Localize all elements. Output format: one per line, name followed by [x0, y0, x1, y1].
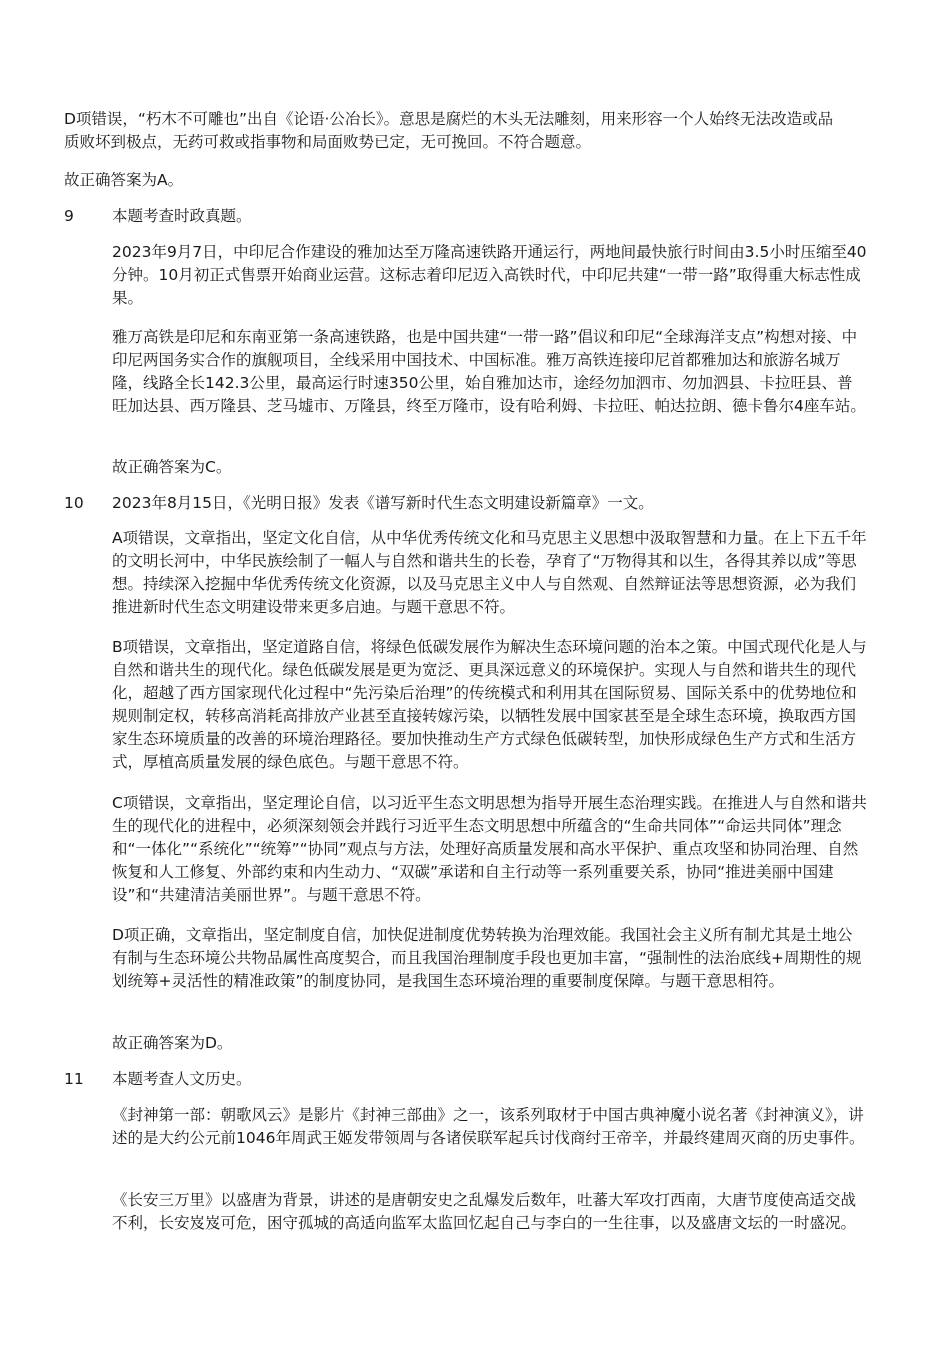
question-topic: 2023年8月15日，《光明日报》发表《谱写新时代生态文明建设新篇章》一文。	[112, 494, 654, 512]
question-topic: 本题考查时政真题。	[112, 207, 252, 225]
explanation-paragraph: 雅万高铁是印尼和东南亚第一条高速铁路，也是中国共建“一带一路”倡议和印尼“全球海洋支点”构想对接、中印尼两国务实合作的旗舰项目，全线采用中国技术、中国标准。雅万高铁连接印尼首都雅加达和旅游名城万隆，线路全长142.3公里，最高运行时速350公里，始自雅加达市，途经勿加泗市、勿加泗县、卡拉旺县、普旺加达县、西万隆县、芝马墟市、万隆县，终至万隆市，设有哈利姆、卡拉旺、帕达拉朗、德卡鲁尔4座车站。	[112, 328, 866, 415]
option-c-explanation: C项错误，文章指出，坚定理论自信，以习近平生态文明思想为指导开展生态治理实践。在推进人与自然和谐共生的现代化的进程中，必须深刻领会并践行习近平生态文明思想中所蕴含的“生命共同体”“命运共同体”理念和“一体化”“系统化”“统筹”“协同”观点与方法，处理好高质量发展和高水平保护、重点攻坚和协同治理、自然恢复和人工修复、外部约束和内生动力、“双碳”承诺和自主行动等一系列重要关系，协同“推进美丽中国建设”和“共建清洁美丽世界”。与题干意思不符。	[112, 794, 867, 904]
question-number: 10	[64, 494, 84, 512]
option-d-explanation: D项正确，文章指出，坚定制度自信，加快促进制度优势转换为治理效能。我国社会主义所有制尤其是土地公有制与生态环境公共物品属性高度契合，而且我国治理制度手段也更加丰富，“强制性的法治底线+周期性的规划统筹+灵活性的精准政策”的制度协同，是我国生态环境治理的重要制度保障。与题干意思相符。	[112, 926, 862, 990]
answer-line: 故正确答案为C。	[112, 458, 232, 476]
explanation-paragraph: 《长安三万里》以盛唐为背景，讲述的是唐朝安史之乱爆发后数年，吐蕃大军攻打西南，大唐节度使高适交战不利，长安岌岌可危，困守孤城的高适向监军太监回忆起自己与李白的一生往事，以及盛唐文坛的一时盛况。	[112, 1191, 857, 1232]
option-d-explanation: D项错误，“朽木不可雕也”出自《论语·公冶长》。意思是腐烂的木头无法雕刻，用来形容一个人始终无法改造或品质败坏到极点，无药可救或指事物和局面败势已定，无可挽回。不符合题意。	[64, 110, 834, 151]
option-b-explanation: B项错误，文章指出，坚定道路自信，将绿色低碳发展作为解决生态环境问题的治本之策。中国式现代化是人与自然和谐共生的现代化。绿色低碳发展是更为宽泛、更具深远意义的环境保护。实现人与自然和谐共生的现代化，超越了西方国家现代化过程中“先污染后治理”的传统模式和利用其在国际贸易、国际关系中的优势地位和规则制定权，转移高消耗高排放产业甚至直接转嫁污染，以牺牲发展中国家甚至是全球生态环境，换取西方国家生态环境质量的改善的环境治理路径。要加快推动生产方式绿色低碳转型，加快形成绿色生产方式和生活方式，厚植高质量发展的绿色底色。与题干意思不符。	[112, 638, 867, 771]
explanation-paragraph: 2023年9月7日，中印尼合作建设的雅加达至万隆高速铁路开通运行，两地间最快旅行时间由3.5小时压缩至40分钟。10月初正式售票开始商业运营。这标志着印尼迈入高铁时代，中印尼共建“一带一路”取得重大标志性成果。	[112, 243, 867, 307]
question-topic: 本题考查人文历史。	[112, 1070, 252, 1088]
explanation-paragraph: 《封神第一部：朝歌风云》是影片《封神三部曲》之一，该系列取材于中国古典神魔小说名著《封神演义》，讲述的是大约公元前1046年周武王姬发带领周与各诸侯联军起兵讨伐商纣王帝辛，并最终建周灭商的历史事件。	[112, 1106, 865, 1147]
answer-line: 故正确答案为A。	[64, 171, 184, 189]
answer-line: 故正确答案为D。	[112, 1034, 233, 1052]
option-a-explanation: A项错误，文章指出，坚定文化自信，从中华优秀传统文化和马克思主义思想中汲取智慧和力量。在上下五千年的文明长河中，中华民族绘制了一幅人与自然和谐共生的长卷，孕育了“万物得其和以生，各得其养以成”等思想。持续深入挖掘中华优秀传统文化资源，以及马克思主义中人与自然观、自然辩证法等思想资源，必为我们推进新时代生态文明建设带来更多启迪。与题干意思不符。	[112, 529, 867, 616]
question-number: 9	[64, 207, 74, 225]
question-number: 11	[64, 1070, 84, 1088]
